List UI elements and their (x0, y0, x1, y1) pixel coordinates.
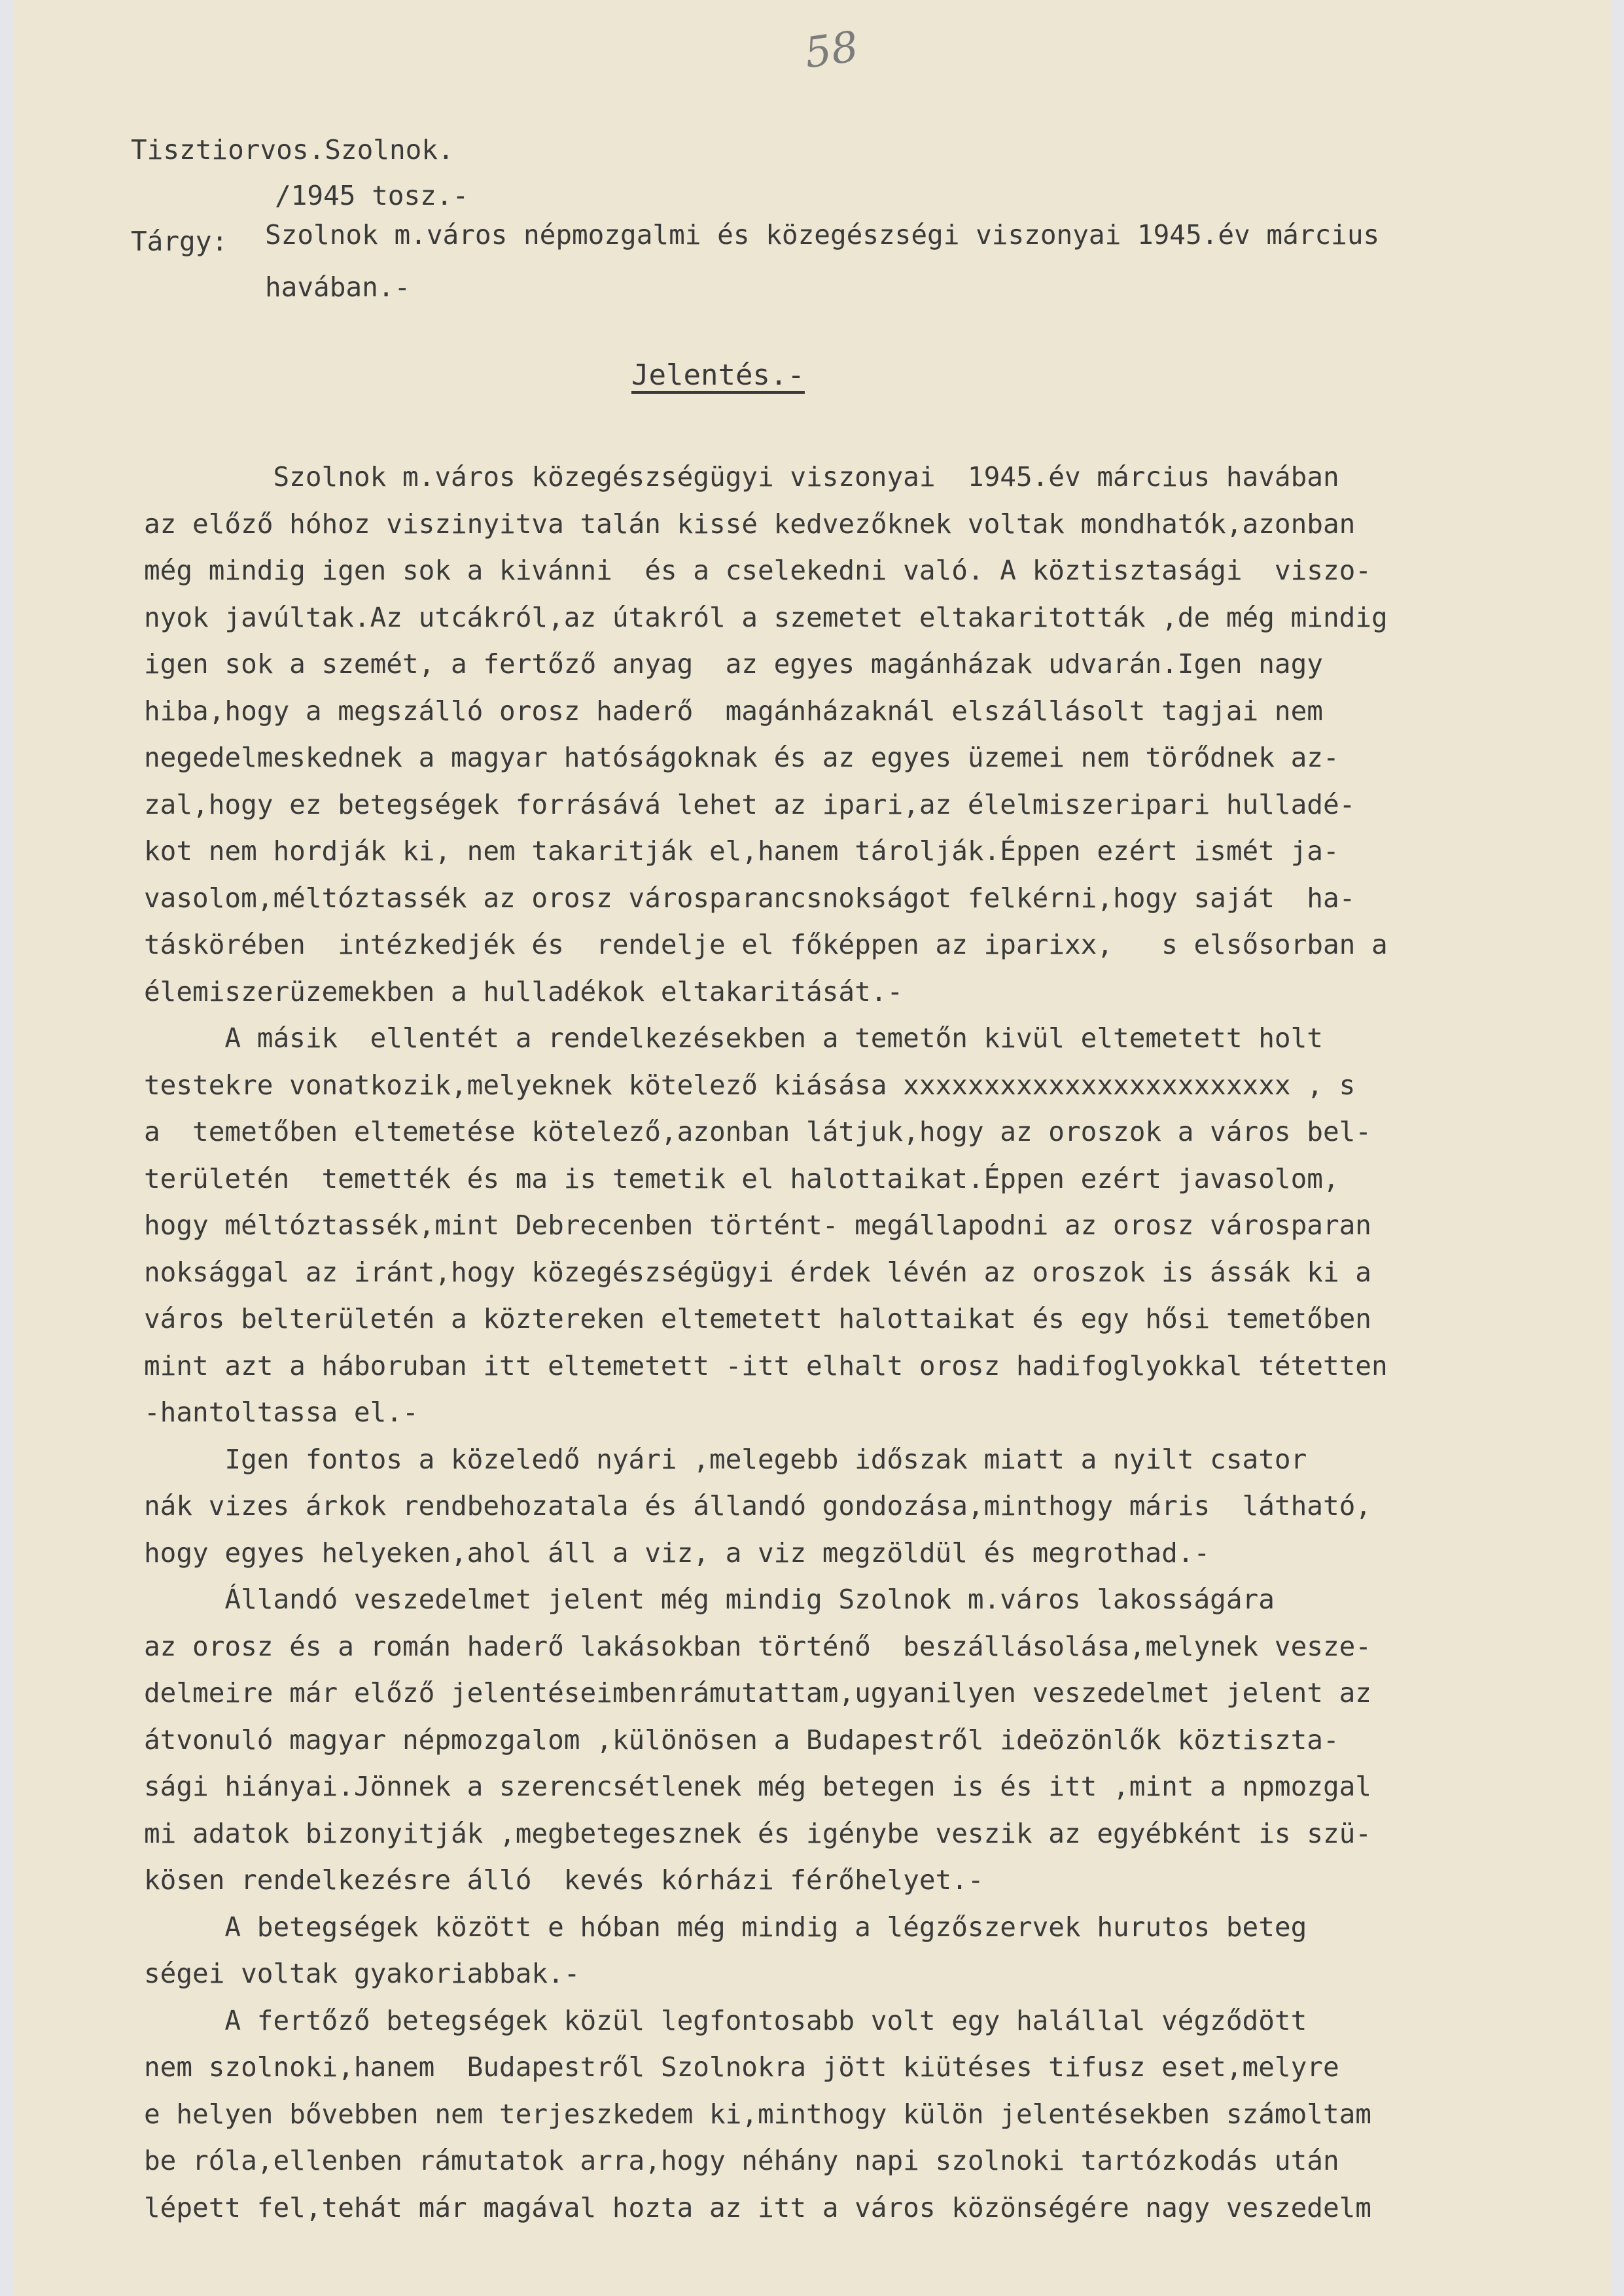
body-line: e helyen bővebben nem terjeszkedem ki,minthogy külön jelentésekben számoltam (144, 2098, 1371, 2130)
body-line: igen sok a szemét, a fertőző anyag az egyes magánházak udvarán.Igen nagy (144, 648, 1323, 680)
subject-line-1: Szolnok m.város népmozgalmi és közegészségi viszonyai 1945.év március (265, 219, 1380, 251)
body-line: város belterületén a köztereken eltemetett halottaikat és egy hősi temetőben (144, 1303, 1371, 1334)
body-line: kot nem hordják ki, nem takaritják el,hanem tárolják.Éppen ezért ismét ja- (144, 835, 1339, 867)
body-line: delmeire már előző jelentéseimbenrámutattam,ugyanilyen veszedelmet jelent az (144, 1677, 1371, 1709)
body-line: mint azt a háboruban itt eltemetett -itt elhalt orosz hadifoglyokkal tétetten (144, 1349, 1388, 1382)
body-line: hogy egyes helyeken,ahol áll a viz, a viz megzöldül és megrothad.- (144, 1537, 1210, 1569)
body-line: élemiszerüzemekben a hulladékok eltakaritását.- (144, 975, 904, 1007)
body-line: sági hiányai.Jönnek a szerencsétlenek még betegen is és itt ,mint a npmozgal (144, 1771, 1371, 1802)
subject-line-2: havában.- (265, 271, 411, 303)
body-line: -hantoltassa el.- (144, 1397, 419, 1428)
body-line: vasolom,méltóztassék az orosz városparancsnokságot felkérni,hogy saját ha- (144, 882, 1356, 914)
header-reference-number: /1945 tosz.- (275, 180, 469, 211)
body-line: Igen fontos a közeledő nyári ,melegebb időszak miatt a nyilt csator (144, 1443, 1307, 1475)
body-line: még mindig igen sok a kivánni és a cselekedni való. A köztisztasági viszo- (144, 555, 1371, 586)
body-line: területén temették és ma is temetik el halottaikat.Éppen ezért javasolom, (144, 1162, 1339, 1194)
body-line: a temetőben eltemetése kötelező,azonban látjuk,hogy az oroszok a város bel- (144, 1116, 1371, 1147)
body-line: nák vizes árkok rendbehozatala és állandó gondozása,minthogy máris látható, (144, 1490, 1371, 1522)
body-line: táskörében intézkedjék és rendelje el főképpen az iparixx, s elsősorban a (144, 929, 1388, 960)
body-line: átvonuló magyar népmozgalom ,különösen a Budapestről ideözönlők köztiszta- (144, 1724, 1339, 1756)
subject-label: Tárgy: (131, 226, 228, 257)
body-line: kösen rendelkezésre álló kevés kórházi férőhelyet.- (144, 1864, 984, 1896)
folio-number: 58 (802, 22, 862, 78)
body-line: hogy méltóztassék,mint Debrecenben történt- megállapodni az orosz városparan (144, 1209, 1371, 1241)
body-line: hiba,hogy a megszálló orosz haderő magánházaknál elszállásolt tagjai nem (144, 695, 1323, 727)
body-line: be róla,ellenben rámutatok arra,hogy néhány napi szolnoki tartózkodás után (144, 2145, 1339, 2176)
body-line: A fertőző betegségek közül legfontosabb volt egy halállal végződött (144, 2004, 1307, 2036)
body-line: Állandó veszedelmet jelent még mindig Szolnok m.város lakosságára (144, 1584, 1275, 1615)
body-line: lépett fel,tehát már magával hozta az itt a város közönségére nagy veszedelm (144, 2191, 1371, 2223)
body-line: noksággal az iránt,hogy közegészségügyi érdek lévén az oroszok is ássák ki a (144, 1256, 1371, 1288)
body-line: az orosz és a román haderő lakásokban történő beszállásolása,melynek vesze- (144, 1630, 1371, 1662)
body-line: A betegségek között e hóban még mindig a légzőszervek hurutos beteg (144, 1911, 1307, 1943)
body-line: Szolnok m.város közegészségügyi viszonyai 1945.év március havában (144, 461, 1339, 493)
body-line: nem szolnoki,hanem Budapestről Szolnokra jött kiütéses tifusz eset,melyre (144, 2051, 1339, 2083)
body-line: ségei voltak gyakoriabbak.- (144, 1958, 580, 1989)
body-line: zal,hogy ez betegségek forrásává lehet az ipari,az élelmiszeripari hulladé- (144, 788, 1356, 820)
body-line: az előző hóhoz viszinyitva talán kissé kedvezőknek voltak mondhatók,azonban (144, 508, 1356, 540)
document-page (13, 0, 1611, 2296)
body-line: mi adatok bizonyitják ,megbetegesznek és igénybe veszik az egyébként is szü- (144, 1817, 1371, 1849)
body-line: negedelmeskednek a magyar hatóságoknak és az egyes üzemei nem törődnek az- (144, 742, 1339, 773)
body-line: testekre vonatkozik,melyeknek kötelező kiásása xxxxxxxxxxxxxxxxxxxxxxxx , s (144, 1069, 1356, 1101)
body-line: A másik ellentét a rendelkezésekben a temetőn kivül eltemetett holt (144, 1022, 1323, 1054)
body-line: nyok javúltak.Az utcákról,az útakról a szemetet eltakaritották ,de még mindig (144, 601, 1388, 633)
document-title: Jelentés.- (631, 358, 805, 392)
header-office: Tisztiorvos.Szolnok. (131, 134, 454, 165)
